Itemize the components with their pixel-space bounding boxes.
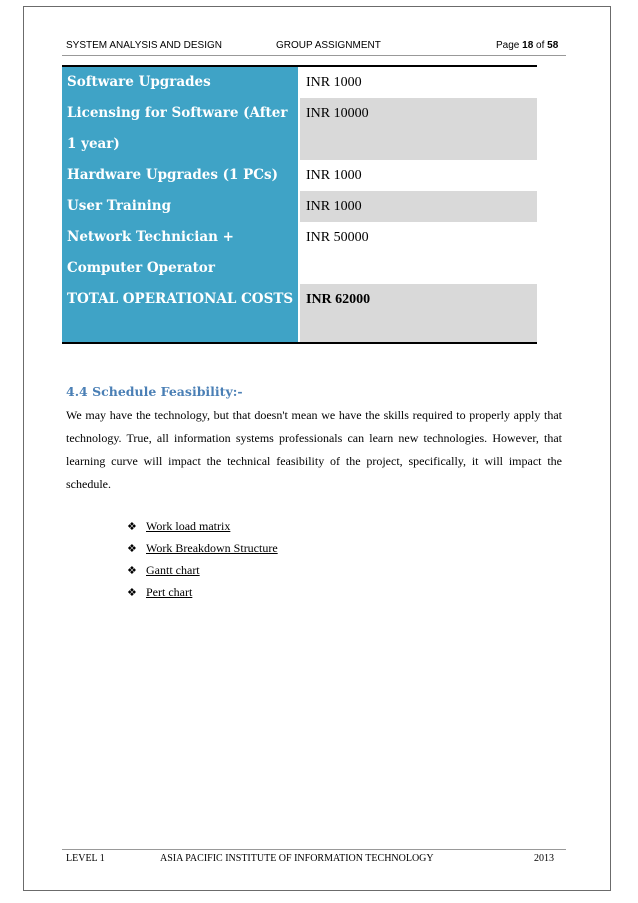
header-page-number xyxy=(496,40,558,51)
page-of: of xyxy=(536,40,545,51)
section-paragraph: We may have the technology, but that doesn't mean we have the skills required to properly apply that technology. True, all information systems professionals can learn new technologies. However, that learning curve will impact the technical feasibility of the project, specifically, it will impact the schedule. xyxy=(66,408,562,491)
cost-value: INR 1000 xyxy=(298,160,537,191)
footer-rule xyxy=(62,849,566,850)
cost-item: Software Upgrades xyxy=(62,67,298,98)
table-row-total xyxy=(62,284,537,344)
page-total: 58 xyxy=(547,40,559,51)
cost-item-line1: Network Technician + xyxy=(67,229,234,245)
table-row xyxy=(62,98,537,160)
cost-value-total: INR 62000 xyxy=(298,284,537,344)
diamond-bullet-icon: ❖ xyxy=(127,564,137,577)
table-row xyxy=(62,67,537,98)
cost-item: Hardware Upgrades (1 PCs) xyxy=(62,160,298,191)
footer-year: 2013 xyxy=(534,853,554,864)
cost-item-line2: 1 year) xyxy=(67,136,120,152)
list-item xyxy=(127,559,278,581)
section-title: 4.4 Schedule Feasibility:- xyxy=(66,384,243,399)
footer-level: LEVEL 1 xyxy=(66,853,105,864)
cost-value: INR 1000 xyxy=(298,191,537,222)
pert-chart-link[interactable]: Pert chart xyxy=(146,584,193,599)
work-breakdown-structure-link[interactable]: Work Breakdown Structure xyxy=(146,540,278,555)
page-current: 18 xyxy=(522,40,534,51)
cost-item: User Training xyxy=(62,191,298,222)
gantt-chart-link[interactable]: Gantt chart xyxy=(146,562,200,577)
table-row xyxy=(62,160,537,191)
cost-item xyxy=(62,98,298,160)
cost-item-line2: Computer Operator xyxy=(67,260,215,276)
table-bottom-rule xyxy=(62,342,537,344)
header-course: SYSTEM ANALYSIS AND DESIGN xyxy=(66,40,222,51)
diamond-bullet-icon: ❖ xyxy=(127,520,137,533)
diamond-bullet-icon: ❖ xyxy=(127,542,137,555)
header-rule xyxy=(62,55,566,56)
cost-item: TOTAL OPERATIONAL COSTS xyxy=(62,284,298,344)
cost-value: INR 50000 xyxy=(298,222,537,284)
bullet-list xyxy=(127,515,278,603)
cost-value: INR 10000 xyxy=(298,98,537,160)
cost-item-line1: Licensing for Software (After xyxy=(67,105,288,121)
header-assignment: GROUP ASSIGNMENT xyxy=(276,40,381,51)
work-load-matrix-link[interactable]: Work load matrix xyxy=(146,518,231,533)
cost-value: INR 1000 xyxy=(298,67,537,98)
list-item xyxy=(127,581,278,603)
diamond-bullet-icon: ❖ xyxy=(127,586,137,599)
footer-institute: ASIA PACIFIC INSTITUTE OF INFORMATION TECHNOLOGY xyxy=(160,853,434,864)
page-prefix: Page xyxy=(496,40,520,51)
cost-item xyxy=(62,222,298,284)
operational-costs-table xyxy=(62,67,537,344)
table-row xyxy=(62,191,537,222)
list-item xyxy=(127,515,278,537)
table-row xyxy=(62,222,537,284)
list-item xyxy=(127,537,278,559)
